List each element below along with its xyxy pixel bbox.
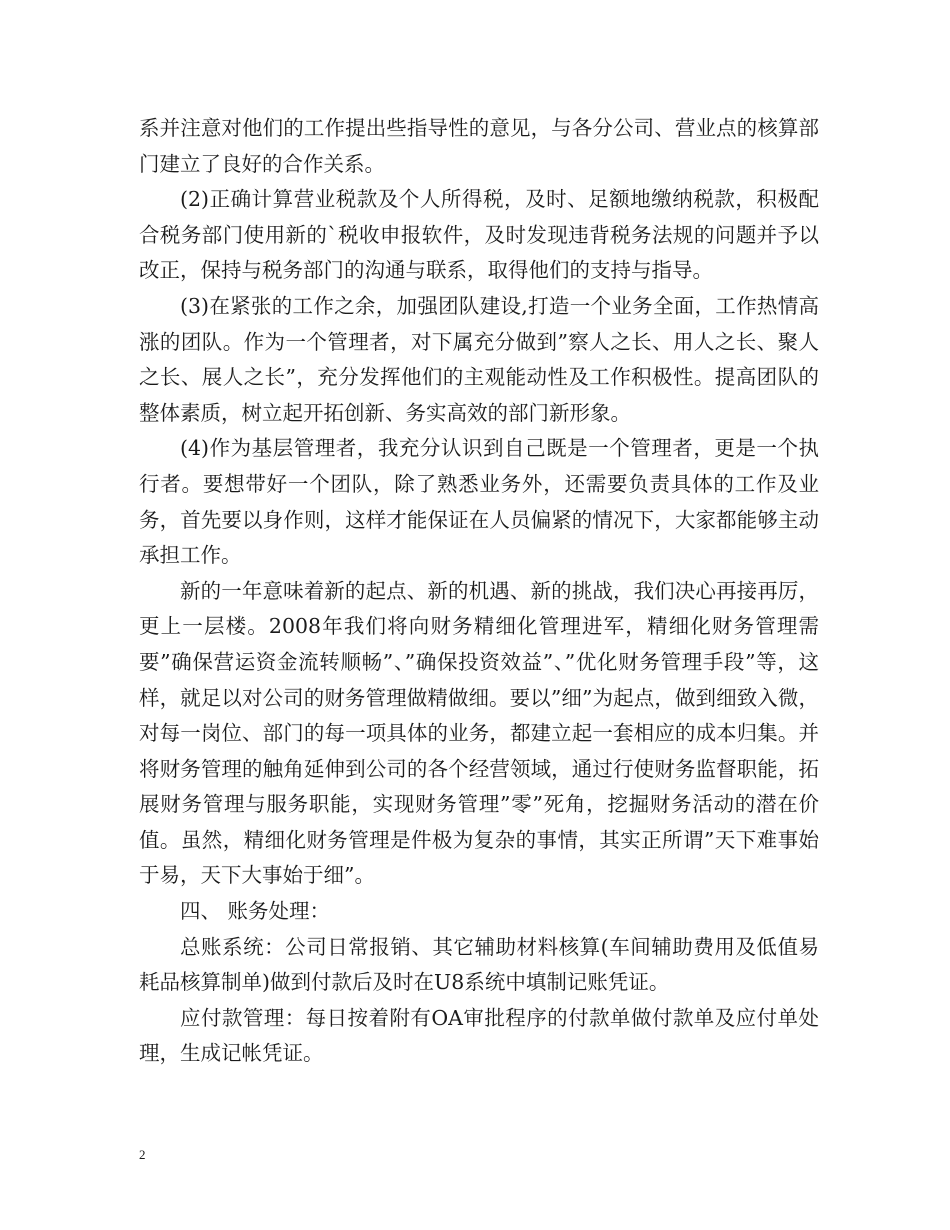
document-body <box>139 111 819 1072</box>
paragraph: 应付款管理：每日按着附有OA审批程序的付款单做付款单及应付单处理，生成记帐凭证。 <box>139 1005 819 1066</box>
paragraph: 系并注意对他们的工作提出些指导性的意见，与各分公司、营业点的核算部门建立了良好的合作关系。 <box>139 116 819 176</box>
paragraph: 总账系统：公司日常报销、其它辅助材料核算(车间辅助费用及低值易耗品核算制单)做到付款后及时在U8系统中填制记账凭证。 <box>139 934 819 995</box>
paragraph: 新的一年意味着新的起点、新的机遇、新的挑战，我们决心再接再厉，更上一层楼。2008年我们将向财务精细化管理进军，精细化财务管理需要”确保营运资金流转顺畅”、”确保投资效益”、”优化财务管理手段”等，这样，就足以对公司的财务管理做精做细。要以”细”为起点，做到细致入微，对每一岗位、部门的每一项具体的业务，都建立起一套相应的成本归集。并将财务管理的触角延伸到公司的各个经营领域，通过行使财务监督职能，拓展财务管理与服务职能，实现财务管理”零”死角，挖掘财务活动的潜在价值。虽然，精细化财务管理是件极为复杂的事情，其实正所谓”天下难事始于易，天下大事始于细”。 <box>139 578 819 888</box>
paragraph: (2)正确计算营业税款及个人所得税，及时、足额地缴纳税款，积极配合税务部门使用新的`税收申报软件，及时发现违背税务法规的问题并予以改正，保持与税务部门的沟通与联系，取得他们的支持与指导。 <box>139 187 819 283</box>
paragraph: (4)作为基层管理者，我充分认识到自己既是一个管理者，更是一个执行者。要想带好一个团队，除了熟悉业务外，还需要负责具体的工作及业务，首先要以身作则，这样才能保证在人员偏紧的情况下，大家都能够主动承担工作。 <box>139 436 819 568</box>
section-heading: 四、 账务处理： <box>180 899 331 924</box>
page-number: 2 <box>139 1147 146 1162</box>
paragraph: (3)在紧张的工作之余，加强团队建设,打造一个业务全面，工作热情高涨的团队。作为一个管理者，对下属充分做到”察人之长、用人之长、聚人之长、展人之长”，充分发挥他们的主观能动性及工作积极性。提高团队的整体素质，树立起开拓创新、务实高效的部门新形象。 <box>139 293 819 425</box>
